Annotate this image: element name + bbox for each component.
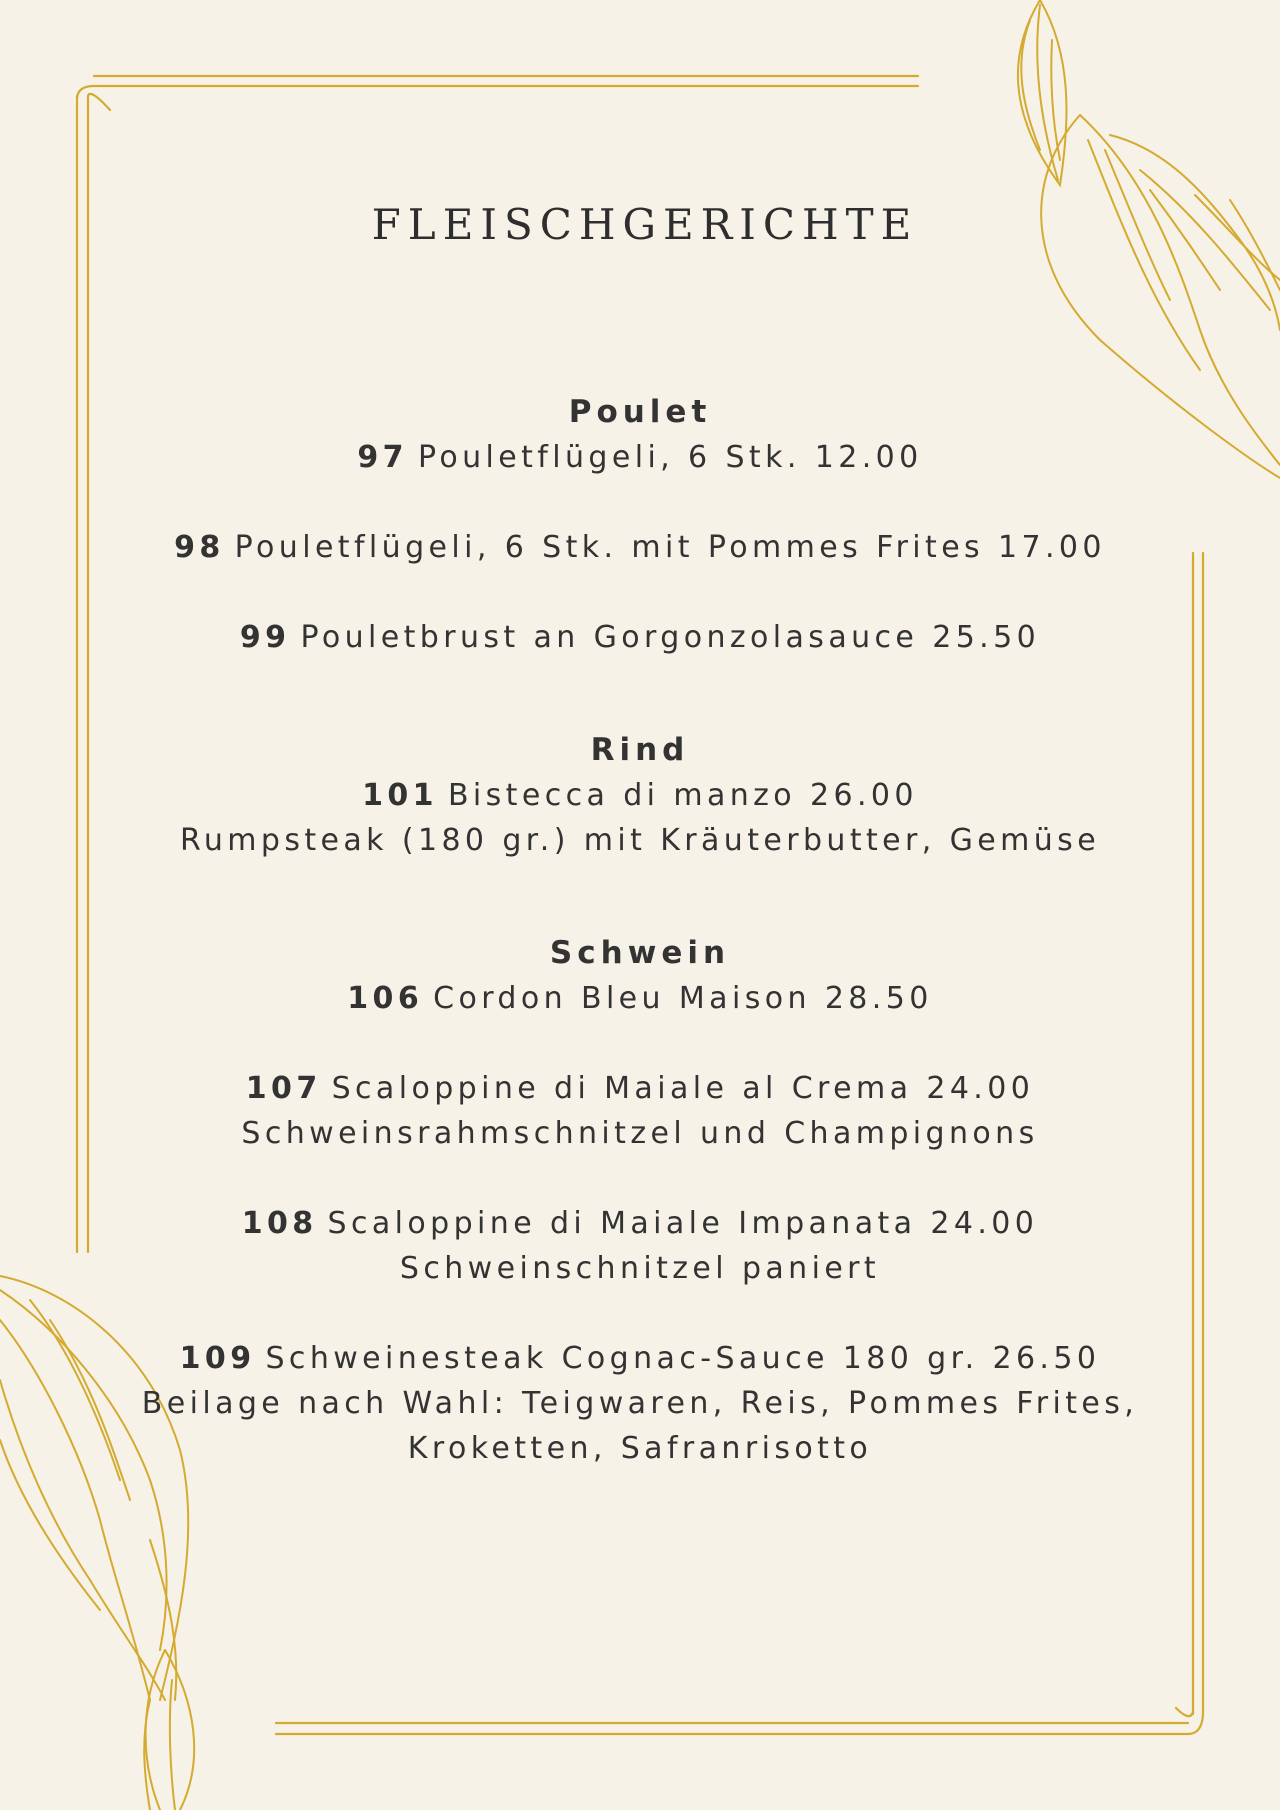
item-number: 101 bbox=[362, 778, 438, 813]
frame-corner-top-left bbox=[77, 86, 110, 110]
section-title: Rind bbox=[590, 732, 690, 768]
menu-list bbox=[100, 390, 1180, 1539]
item-text: Cordon Bleu Maison 28.50 bbox=[433, 981, 933, 1016]
menu-item bbox=[100, 976, 1180, 1021]
section-title: Poulet bbox=[568, 394, 712, 430]
item-number: 107 bbox=[245, 1071, 322, 1106]
menu-item bbox=[100, 615, 1180, 660]
item-number: 106 bbox=[347, 981, 424, 1016]
item-text: Scaloppine di Maiale al Crema 24.00 bbox=[331, 1071, 1035, 1106]
item-description: Schweinschnitzel paniert bbox=[399, 1251, 881, 1286]
item-text: Pouletbrust an Gorgonzolasauce 25.50 bbox=[300, 620, 1041, 655]
page-title: FLEISCHGERICHTE bbox=[371, 200, 919, 249]
item-text: Pouletflügeli, 6 Stk. 12.00 bbox=[417, 440, 923, 475]
section-schwein bbox=[100, 931, 1180, 1471]
frame-corner-bottom-right bbox=[1176, 1708, 1203, 1734]
item-text: Scaloppine di Maiale Impanata 24.00 bbox=[327, 1206, 1039, 1241]
item-number: 109 bbox=[179, 1341, 256, 1376]
item-description: Beilage nach Wahl: Teigwaren, Reis, Pommes Frites, Kroketten, Safranrisotto bbox=[141, 1386, 1139, 1466]
item-description: Schweinsrahmschnitzel und Champignons bbox=[241, 1116, 1039, 1151]
item-number: 108 bbox=[241, 1206, 318, 1241]
menu-item bbox=[100, 435, 1180, 480]
item-number: 98 bbox=[174, 530, 225, 565]
menu-item bbox=[100, 1336, 1180, 1471]
menu-item bbox=[100, 773, 1180, 863]
section-rind bbox=[100, 728, 1180, 863]
item-description: Rumpsteak (180 gr.) mit Kräuterbutter, Gemüse bbox=[179, 823, 1101, 858]
menu-item bbox=[100, 1066, 1180, 1156]
menu-item bbox=[100, 1201, 1180, 1291]
item-number: 99 bbox=[239, 620, 291, 655]
item-number: 97 bbox=[357, 440, 408, 475]
item-text: Schweinesteak Cognac-Sauce 180 gr. 26.50 bbox=[265, 1341, 1101, 1376]
item-text: Pouletflügeli, 6 Stk. mit Pommes Frites 17.00 bbox=[234, 530, 1106, 565]
section-poulet bbox=[100, 390, 1180, 660]
menu-item bbox=[100, 525, 1180, 570]
item-text: Bistecca di manzo 26.00 bbox=[447, 778, 918, 813]
section-title: Schwein bbox=[549, 935, 731, 971]
